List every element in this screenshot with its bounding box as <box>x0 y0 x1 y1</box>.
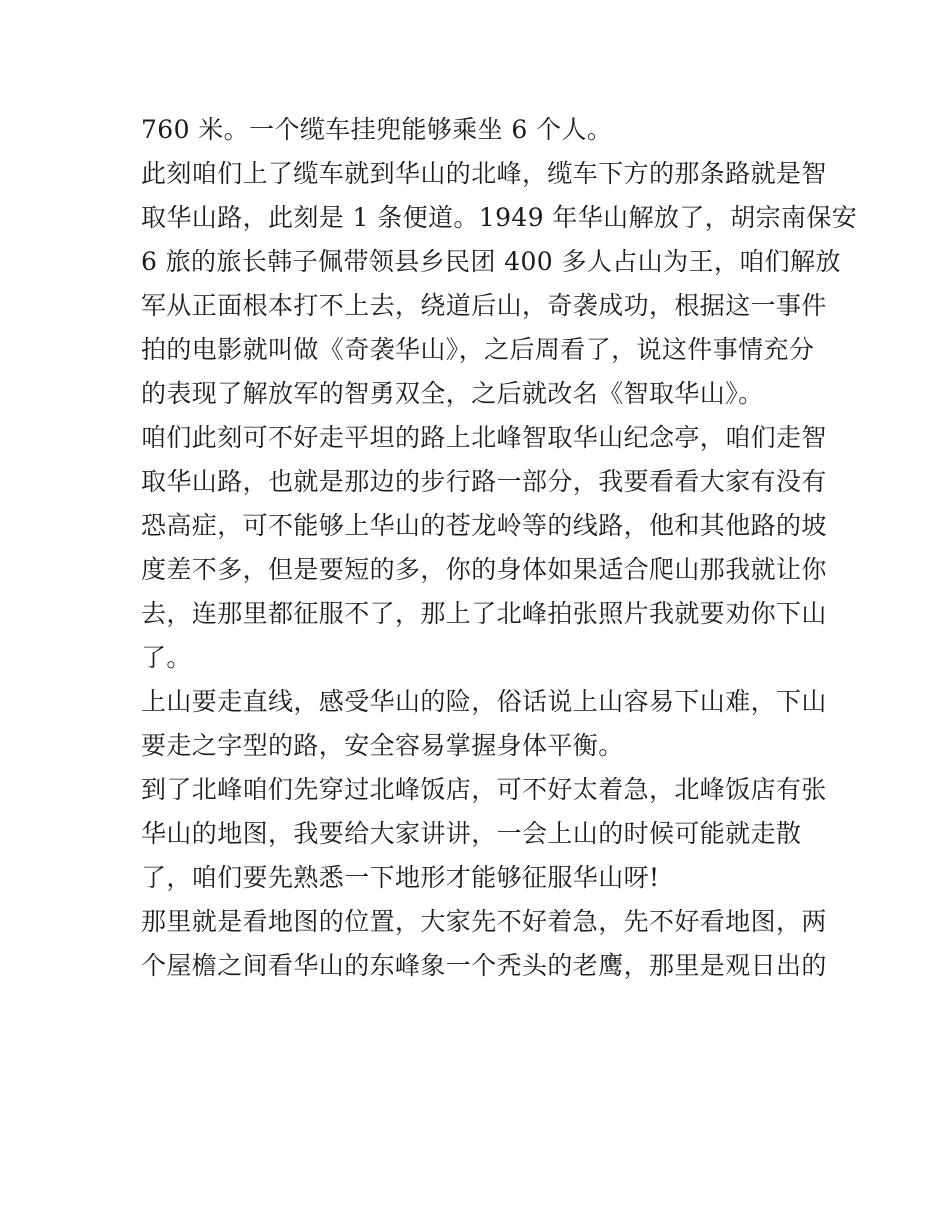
text-line: 了。 <box>141 643 192 672</box>
text-line: 的表现了解放军的智勇双全，之后就改名《智取华山》。 <box>141 379 764 408</box>
document-body <box>141 108 858 988</box>
text-line: 了，咱们要先熟悉一下地形才能够征服华山呀! <box>141 863 660 892</box>
text-line: 6 旅的旅长韩子佩带领县乡民团 400 多人占山为王，咱们解放 <box>141 247 841 276</box>
text-line: 拍的电影就叫做《奇袭华山》，之后周看了，说这件事情充分 <box>141 335 815 364</box>
text-line: 要走之字型的路，安全容易掌握身体平衡。 <box>141 731 624 760</box>
text-line: 上山要走直线，感受华山的险，俗话说上山容易下山难，下山 <box>141 687 827 716</box>
text-line: 760 米。一个缆车挂兜能够乘坐 6 个人。 <box>141 115 613 144</box>
text-line: 度差不多，但是要短的多，你的身体如果适合爬山那我就让你 <box>141 555 827 584</box>
text-line: 那里就是看地图的位置，大家先不好着急，先不好看地图，两 <box>141 907 827 936</box>
text-line: 去，连那里都征服不了，那上了北峰拍张照片我就要劝你下山 <box>141 599 827 628</box>
text-line: 恐高症，可不能够上华山的苍龙岭等的线路，他和其他路的坡 <box>141 511 827 540</box>
text-line: 个屋檐之间看华山的东峰象一个秃头的老鹰，那里是观日出的 <box>141 951 827 980</box>
text-line: 取华山路，此刻是 1 条便道。1949 年华山解放了，胡宗南保安 <box>141 203 858 232</box>
text-line: 取华山路，也就是那边的步行路一部分，我要看看大家有没有 <box>141 467 827 496</box>
text-line: 咱们此刻可不好走平坦的路上北峰智取华山纪念亭，咱们走智 <box>141 423 827 452</box>
text-line: 此刻咱们上了缆车就到华山的北峰，缆车下方的那条路就是智 <box>141 159 827 188</box>
text-line: 华山的地图，我要给大家讲讲，一会上山的时候可能就走散 <box>141 819 802 848</box>
text-line: 军从正面根本打不上去，绕道后山，奇袭成功，根据这一事件 <box>141 291 827 320</box>
text-line: 到了北峰咱们先穿过北峰饭店，可不好太着急，北峰饭店有张 <box>141 775 827 804</box>
